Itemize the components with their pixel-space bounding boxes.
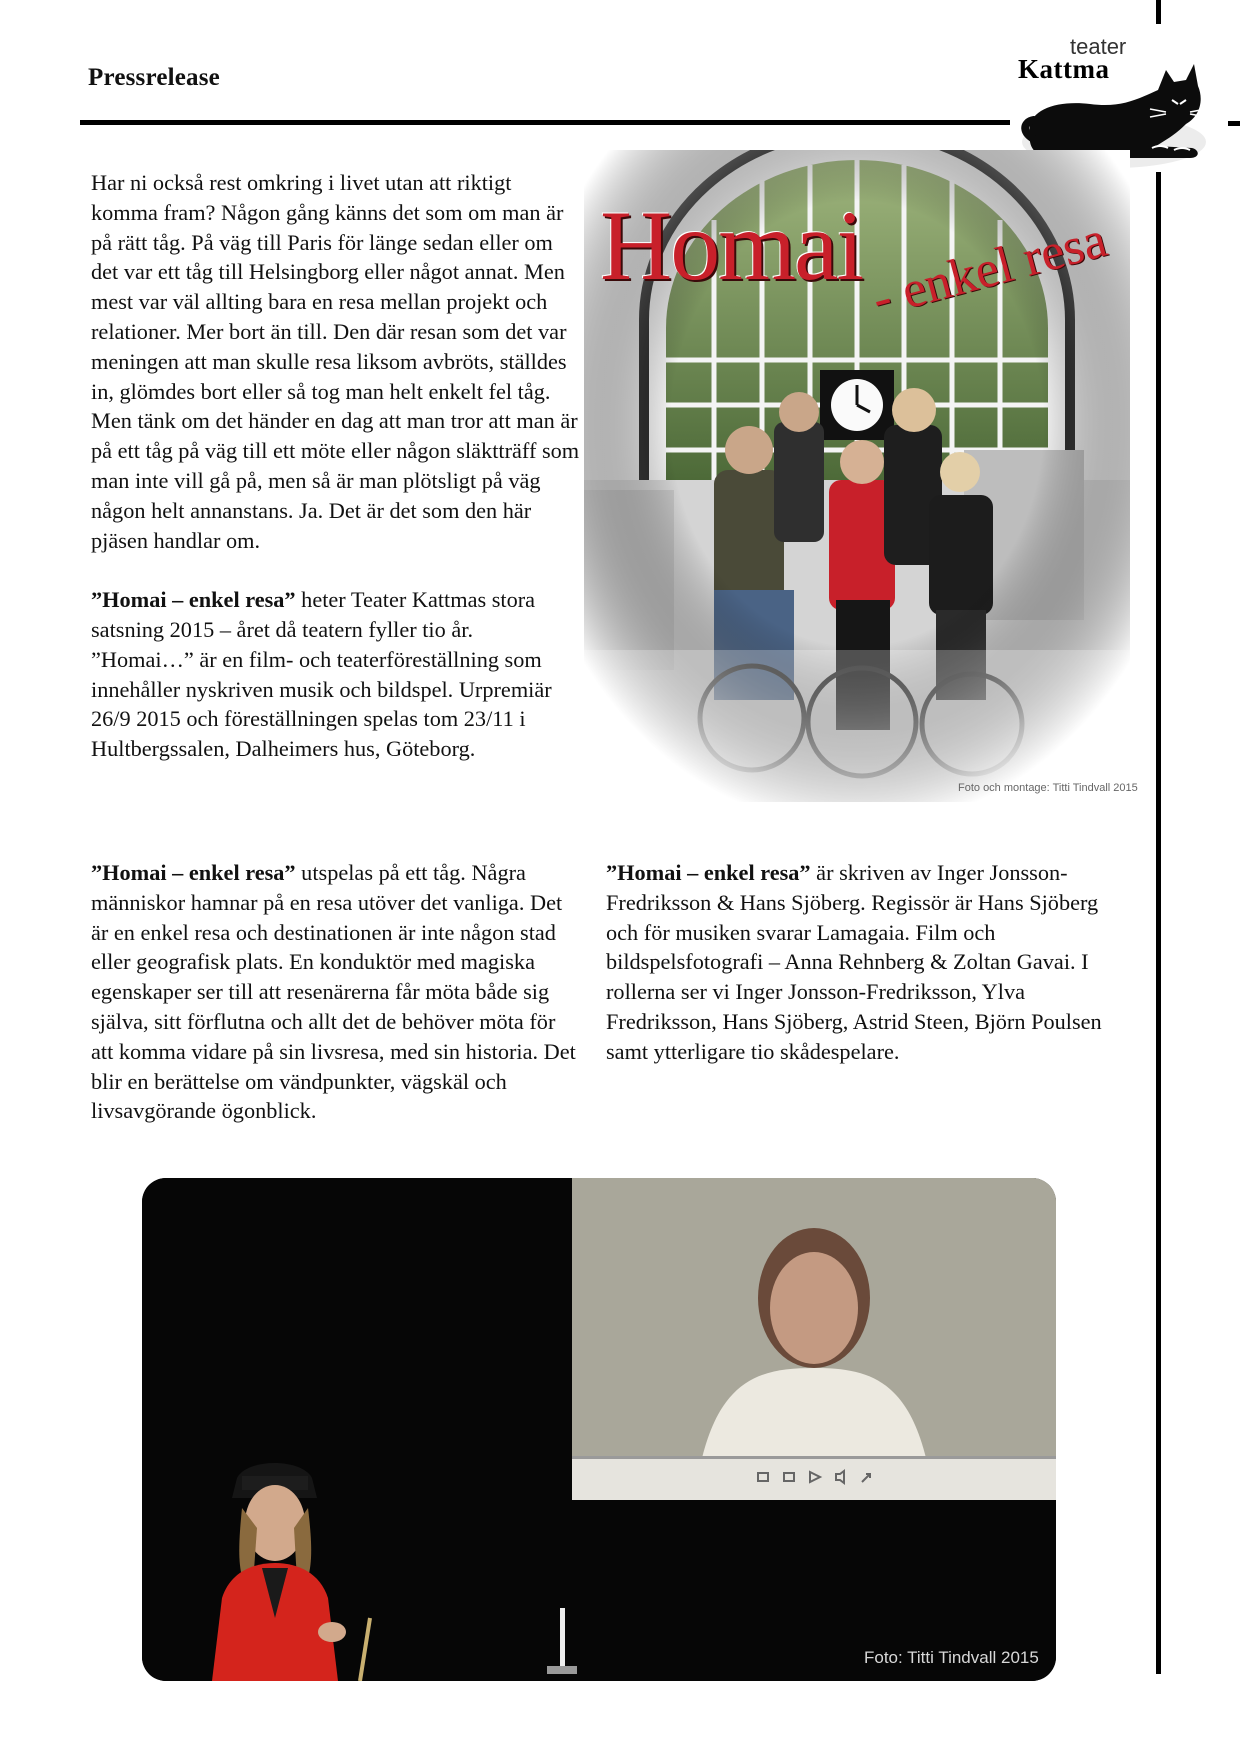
photo-credit: Foto: Titti Tindvall 2015 xyxy=(864,1648,1039,1667)
logo-name-text: Kattma xyxy=(1018,54,1110,84)
play-title-bold: ”Homai – enkel resa” xyxy=(606,860,811,885)
article-column-left-bottom xyxy=(91,858,581,1126)
right-margin-line xyxy=(1156,172,1161,1674)
margin-tick xyxy=(1228,121,1240,126)
page-title: Pressrelease xyxy=(88,64,220,91)
paragraph-plot-text: utspelas på ett tåg. Några människor hamnar på en resa utöver det vanliga. Det är en enkel resa och destinationen är inte någon stad eller geografisk plats. En konduktör med magiska egenskaper ser till att resenärerna får möta både sig själva, sitt förflutna och allt det de behöver möta för att komma vidare på sin livsresa, med sin historia. Det blir en berättelse om vändpunkter, vägskäl och livsavgörande ögonblick. xyxy=(91,860,576,1124)
article-column-right-bottom xyxy=(606,858,1106,1067)
play-title-bold: ”Homai – enkel resa” xyxy=(91,860,296,885)
header-rule xyxy=(80,120,1010,125)
paragraph-credits-text: är skriven av Inger Jonsson-Fredriksson & Hans Sjöberg. Regissör är Hans Sjöberg och för musiken svarar Lamagaia. Film och bildspelsfotografi – Anna Rehnberg & Zoltan Gavai. I rollerna ser vi Inger Jonsson-Fredriksson, Ylva Fredriksson, Hans Sjöberg, Astrid Steen, Björn Poulsen samt ytterligare tio skådespelare. xyxy=(606,860,1102,1064)
article-column-left-top xyxy=(91,168,581,764)
play-title-bold: ”Homai – enkel resa” xyxy=(91,587,296,613)
logo-teater-text: teater xyxy=(1070,34,1127,59)
poster-title: Homai xyxy=(600,190,863,301)
intro-paragraph: Har ni också rest omkring i livet utan att riktigt komma fram? Någon gång känns det som om man är på rätt tåg. På väg till Paris för länge sedan eller om det var ett tåg till Helsingborg eller något annat. Men mest var väl allting bara en resa mellan projekt och relationer. Mer bort än till. Den där resan som det var meningen att man skulle resa liksom avbröts, ställdes in, glömdes bort eller så tog man helt enkelt fel tåg. Men tänk om det händer en dag att man tror att man är på ett tåg på väg till ett möte eller någon släktträff som man inte vill gå på, men så är man plötsligt på väg någon helt annanstans. Ja. Det är det som den här pjäsen handlar om. xyxy=(91,170,580,553)
stage-photo xyxy=(142,1178,1056,1681)
right-margin-line-top xyxy=(1156,0,1161,24)
poster-credit: Foto och montage: Titti Tindvall 2015 xyxy=(958,782,1138,794)
paragraph-credits xyxy=(606,858,1106,1067)
paragraph-premiere xyxy=(91,585,581,764)
poster-subtitle: - enkel resa xyxy=(866,210,1113,329)
paragraph-plot xyxy=(91,858,581,1126)
paragraph-premiere-text: heter Teater Kattmas stora satsning 2015 – året då teatern fyller tio år. ”Homai…” är en film- och teaterföreställning som innehåller nyskriven musik och bildspel. Urpremiär 26/9 2015 och föreställningen spelas tom 23/11 i Hultbergssalen, Dalheimers hus, Göteborg. xyxy=(91,587,552,762)
